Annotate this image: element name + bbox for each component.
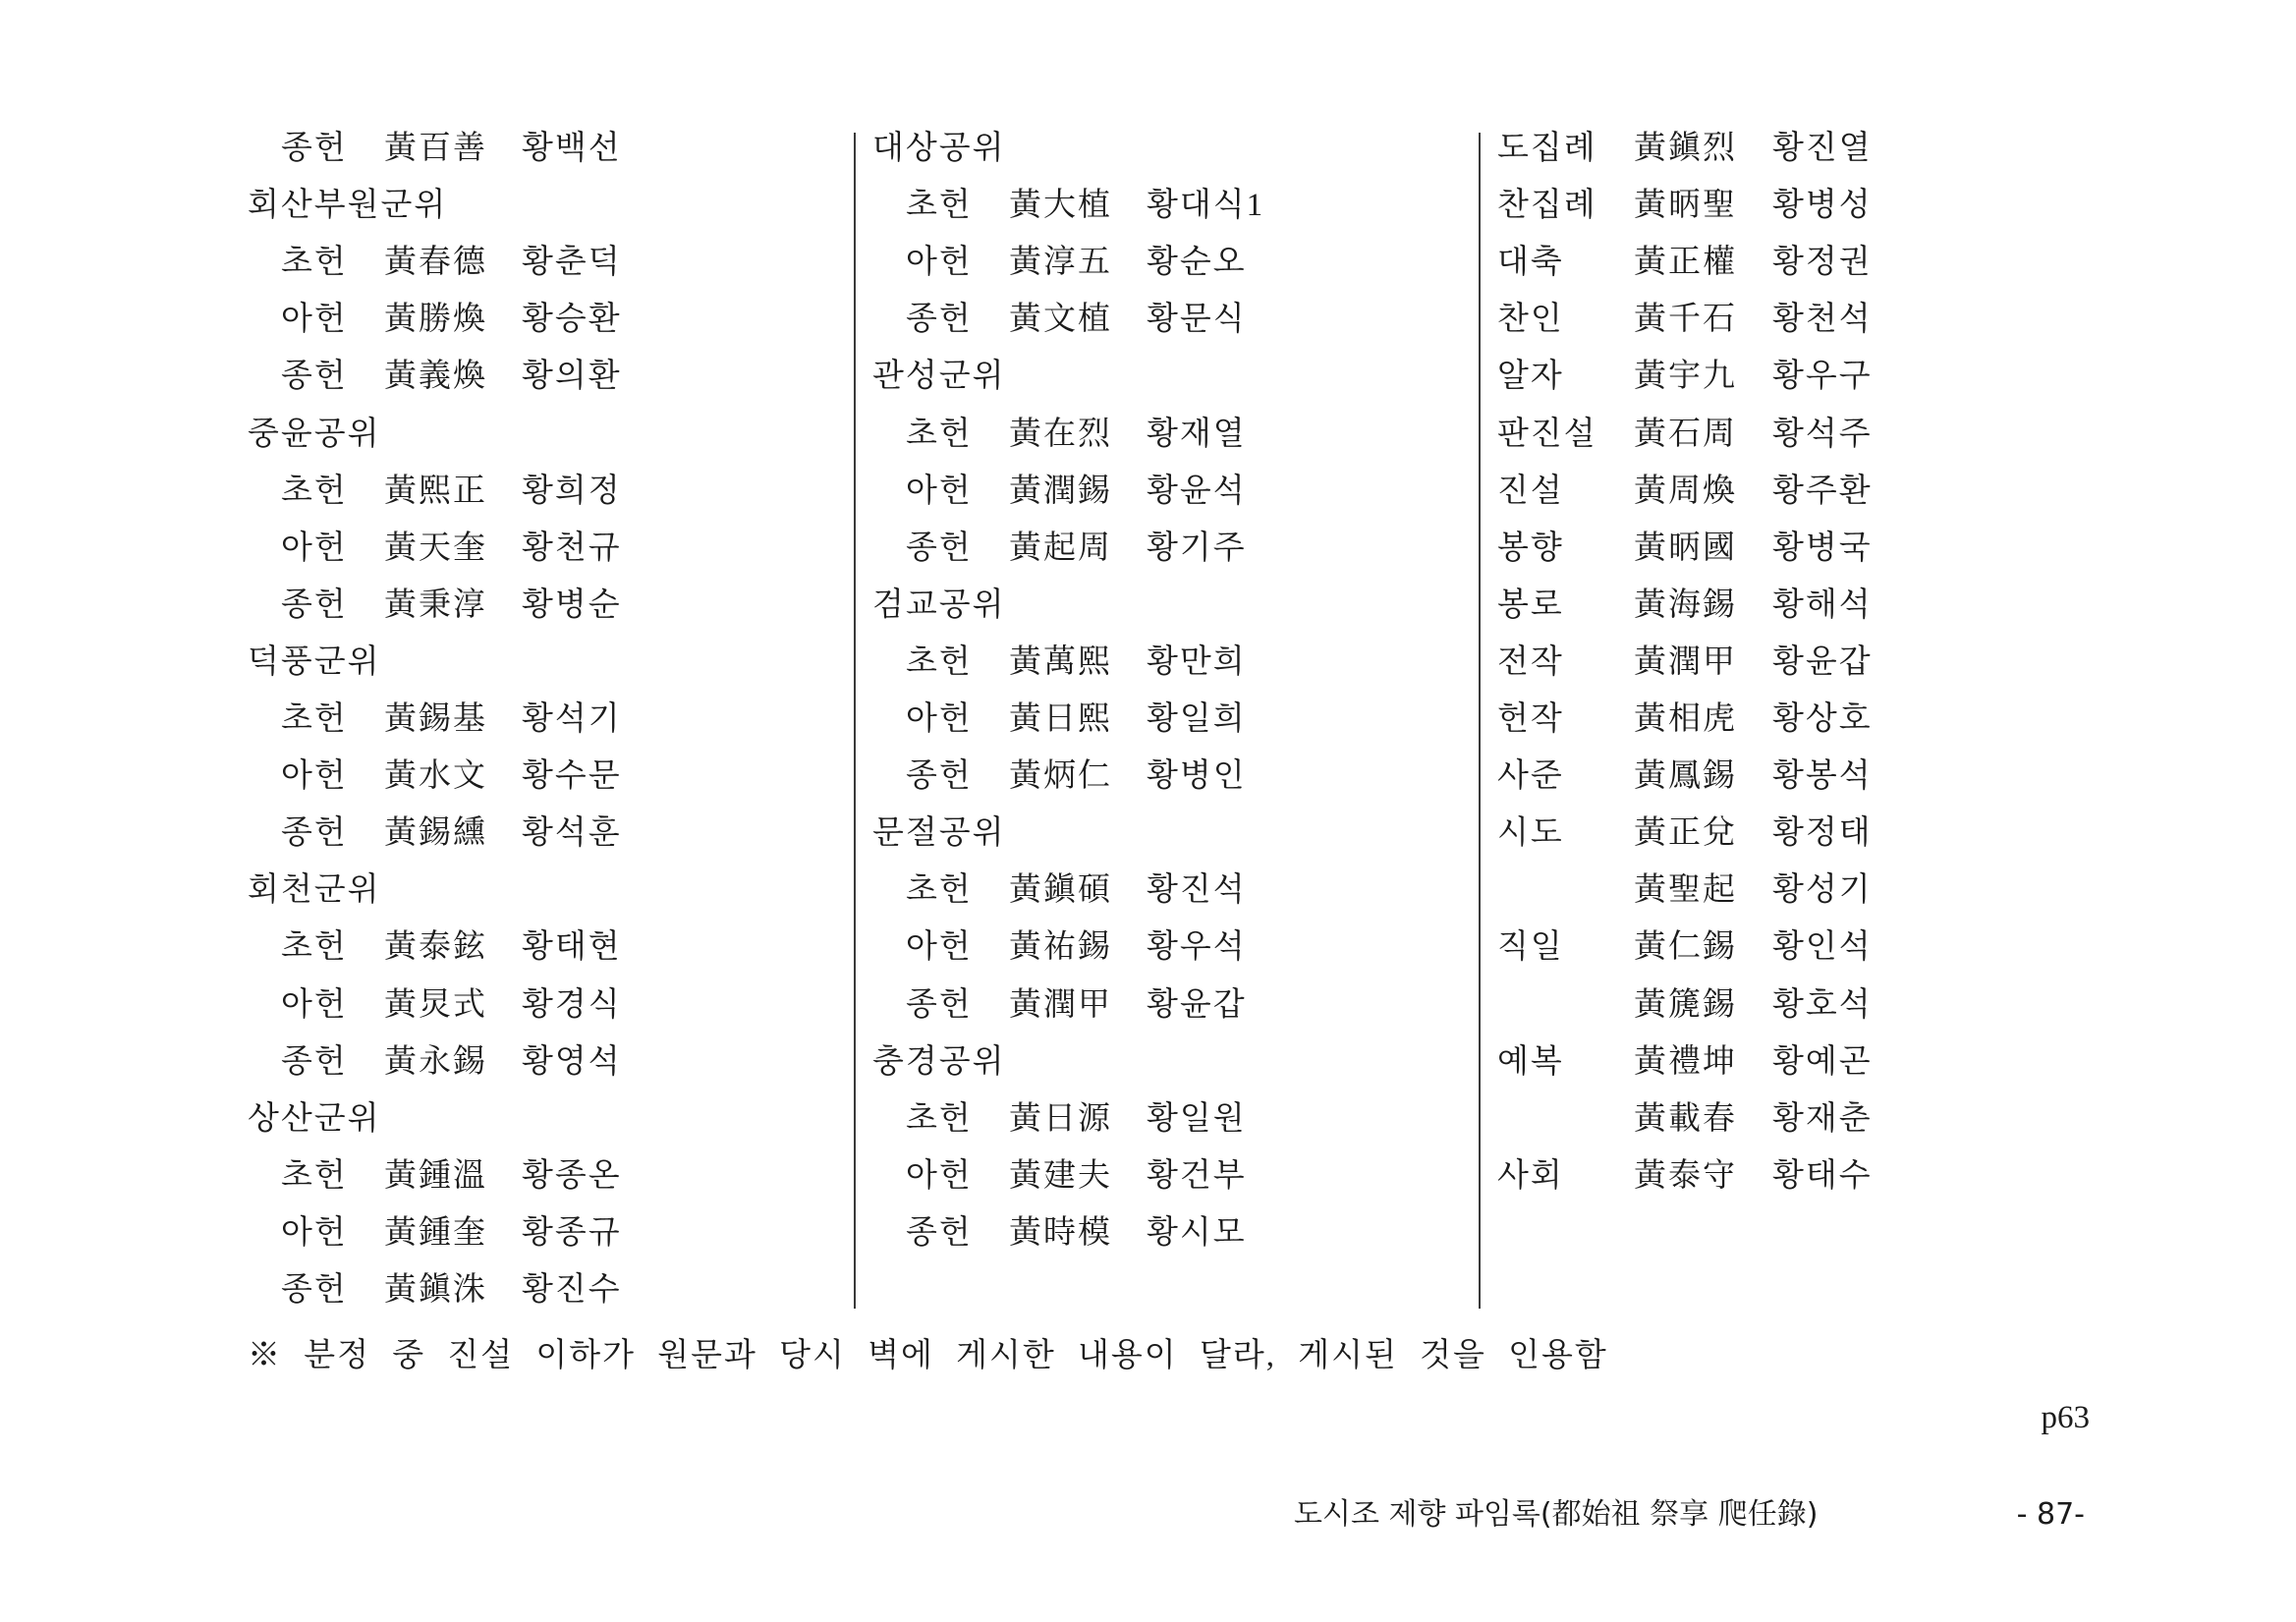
participant-row xyxy=(1497,348,2087,405)
role-label: 종헌 xyxy=(906,530,973,566)
name-hanja: 黃石周 xyxy=(1634,416,1737,452)
name-hanja: 黃義煥 xyxy=(384,359,487,395)
role-label: 초헌 xyxy=(281,245,348,281)
name-hanja: 黃熙正 xyxy=(384,473,487,509)
participant-row xyxy=(872,977,1462,1034)
name-hangul: 황진석 xyxy=(1147,872,1247,909)
name-hangul: 황정권 xyxy=(1772,245,1873,281)
participant-row xyxy=(1497,1034,2087,1091)
participant-row xyxy=(872,406,1462,463)
participant-row xyxy=(1497,748,2087,805)
name-hanja: 黃勝煥 xyxy=(384,302,487,338)
section-heading-text: 회산부원군위 xyxy=(248,188,448,224)
name-hangul: 황주환 xyxy=(1772,473,1873,509)
name-hanja: 黃海錫 xyxy=(1634,587,1737,623)
role-label: 종헌 xyxy=(281,1043,348,1080)
name-hanja: 黃正權 xyxy=(1634,245,1737,281)
name-hanja: 黃篪錫 xyxy=(1634,986,1737,1023)
name-hangul: 황재춘 xyxy=(1772,1100,1873,1137)
ceremony-section-heading xyxy=(248,177,837,234)
name-hanja: 黃潤錫 xyxy=(1009,473,1112,509)
name-hangul: 황해석 xyxy=(1772,587,1873,623)
ceremony-section-heading xyxy=(872,1034,1462,1091)
name-hangul: 황진수 xyxy=(522,1272,622,1308)
roster-column-right xyxy=(1497,120,2087,1328)
name-hanja: 黃鍾奎 xyxy=(384,1214,487,1251)
name-hangul: 황태수 xyxy=(1772,1157,1873,1194)
role-label: 종헌 xyxy=(281,587,348,623)
name-hanja: 黃起周 xyxy=(1009,530,1112,566)
name-hanja: 黃鎭碩 xyxy=(1009,872,1112,909)
name-hangul: 황승환 xyxy=(522,302,622,338)
role-label: 아헌 xyxy=(281,986,348,1023)
name-hangul: 황만희 xyxy=(1147,643,1247,680)
role-label: 초헌 xyxy=(281,701,348,737)
section-heading-text: 문절공위 xyxy=(872,815,1006,852)
role-label: 사준 xyxy=(1497,758,1564,795)
participant-row xyxy=(1497,520,2087,577)
name-hanja: 黃建夫 xyxy=(1009,1157,1112,1194)
name-hanja: 黃錫纁 xyxy=(384,815,487,852)
name-hangul: 황의환 xyxy=(522,359,622,395)
footnote: ※ 분정 중 진설 이하가 원문과 당시 벽에 게시한 내용이 달라, 게시된 것을 인용함 xyxy=(248,1338,1608,1373)
role-label: 종헌 xyxy=(906,758,973,795)
role-label: 아헌 xyxy=(906,1157,973,1194)
name-hangul: 황천석 xyxy=(1772,302,1873,338)
name-hanja: 黃炅式 xyxy=(384,986,487,1023)
participant-row xyxy=(1497,234,2087,291)
name-hangul: 황윤갑 xyxy=(1147,986,1247,1023)
name-hangul: 황석주 xyxy=(1772,416,1873,452)
ceremony-section-heading xyxy=(872,577,1462,634)
source-page-reference: p63 xyxy=(2041,1400,2090,1435)
name-hanja: 黃宇九 xyxy=(1634,359,1737,395)
participant-row xyxy=(1497,291,2087,348)
ceremony-section-heading xyxy=(872,120,1462,177)
column-divider xyxy=(854,133,856,1309)
name-hanja: 黃文植 xyxy=(1009,302,1112,338)
ceremony-section-heading xyxy=(248,1091,837,1147)
role-label: 아헌 xyxy=(906,245,973,281)
name-hangul: 황문식 xyxy=(1147,302,1247,338)
ceremony-section-heading xyxy=(872,805,1462,862)
role-label: 아헌 xyxy=(281,530,348,566)
name-hanja: 黃在烈 xyxy=(1009,416,1112,452)
role-label: 종헌 xyxy=(906,1214,973,1251)
participant-row xyxy=(248,120,837,177)
name-hangul: 황예곤 xyxy=(1772,1043,1873,1080)
participant-row xyxy=(1497,691,2087,748)
name-hangul: 황일희 xyxy=(1147,701,1247,737)
name-hanja: 黃泰鉉 xyxy=(384,929,487,966)
name-hangul: 황윤석 xyxy=(1147,473,1247,509)
name-hanja: 黃鍾溫 xyxy=(384,1157,487,1194)
role-label: 아헌 xyxy=(281,302,348,338)
participant-row xyxy=(872,177,1462,234)
ceremony-section-heading xyxy=(248,862,837,919)
participant-row xyxy=(872,634,1462,691)
name-hangul: 황춘덕 xyxy=(522,245,622,281)
name-hanja: 黃日熙 xyxy=(1009,701,1112,737)
section-heading-text: 검교공위 xyxy=(872,587,1006,623)
role-label: 초헌 xyxy=(906,643,973,680)
participant-row xyxy=(248,577,837,634)
role-label: 종헌 xyxy=(906,986,973,1023)
running-footer-title: 도시조 제향 파임록(都始祖 祭享 爬任錄) xyxy=(1294,1497,1819,1532)
name-hanja: 黃炳仁 xyxy=(1009,758,1112,795)
role-label: 판진설 xyxy=(1497,416,1597,452)
name-hangul: 황영석 xyxy=(522,1043,622,1080)
participant-row xyxy=(248,1204,837,1261)
role-label: 초헌 xyxy=(906,872,973,909)
name-hanja: 黃千石 xyxy=(1634,302,1737,338)
name-hanja: 黃淳五 xyxy=(1009,245,1112,281)
participant-row xyxy=(872,919,1462,976)
name-hangul: 황건부 xyxy=(1147,1157,1247,1194)
name-hanja: 黃鎭烈 xyxy=(1634,131,1737,166)
role-label: 대축 xyxy=(1497,245,1564,281)
name-hanja: 黃春德 xyxy=(384,245,487,281)
name-hangul: 황석훈 xyxy=(522,815,622,852)
name-hanja: 黃潤甲 xyxy=(1009,986,1112,1023)
name-hanja: 黃載春 xyxy=(1634,1100,1737,1137)
name-hangul: 황봉석 xyxy=(1772,758,1873,795)
role-label: 종헌 xyxy=(281,359,348,395)
role-label: 종헌 xyxy=(281,131,348,166)
participant-row xyxy=(1497,1091,2087,1147)
name-hanja: 黃昞國 xyxy=(1634,530,1737,566)
role-label: 초헌 xyxy=(906,416,973,452)
participant-row xyxy=(872,862,1462,919)
role-label: 아헌 xyxy=(906,473,973,509)
roster-column-left xyxy=(248,120,837,1328)
name-hangul: 황병성 xyxy=(1772,188,1873,224)
role-label: 아헌 xyxy=(281,1214,348,1251)
participant-row xyxy=(872,691,1462,748)
name-hangul: 황일원 xyxy=(1147,1100,1247,1137)
section-heading-text: 상산군위 xyxy=(248,1100,381,1137)
role-label: 아헌 xyxy=(906,929,973,966)
role-label: 종헌 xyxy=(281,815,348,852)
role-label: 종헌 xyxy=(906,302,973,338)
role-label: 직일 xyxy=(1497,929,1564,966)
name-hanja: 黃聖起 xyxy=(1634,872,1737,909)
name-hangul: 황병순 xyxy=(522,587,622,623)
section-heading-text: 중윤공위 xyxy=(248,416,381,452)
name-hanja: 黃祐錫 xyxy=(1009,929,1112,966)
name-hangul: 황시모 xyxy=(1147,1214,1247,1251)
role-label: 헌작 xyxy=(1497,701,1564,737)
participant-row xyxy=(248,748,837,805)
role-label: 시도 xyxy=(1497,815,1564,852)
participant-row xyxy=(248,1034,837,1091)
role-label: 초헌 xyxy=(906,188,973,224)
participant-row xyxy=(1497,1147,2087,1204)
participant-row xyxy=(872,1204,1462,1261)
name-hangul: 황병국 xyxy=(1772,530,1873,566)
participant-row xyxy=(1497,634,2087,691)
section-heading-text: 덕풍군위 xyxy=(248,643,381,680)
participant-row xyxy=(872,748,1462,805)
role-label: 찬인 xyxy=(1497,302,1564,338)
participant-row xyxy=(248,348,837,405)
section-heading-text: 대상공위 xyxy=(872,131,1006,166)
participant-row xyxy=(248,919,837,976)
name-hanja: 黃潤甲 xyxy=(1634,643,1737,680)
name-hangul: 황기주 xyxy=(1147,530,1247,566)
participant-row xyxy=(1497,120,2087,177)
name-hanja: 黃永錫 xyxy=(384,1043,487,1080)
name-hanja: 黃泰守 xyxy=(1634,1157,1737,1194)
ceremony-section-heading xyxy=(248,406,837,463)
name-hangul: 황백선 xyxy=(522,131,622,166)
role-label: 봉향 xyxy=(1497,530,1564,566)
name-hangul: 황수문 xyxy=(522,758,622,795)
participant-row xyxy=(248,1147,837,1204)
participant-row xyxy=(248,691,837,748)
name-hangul: 황재열 xyxy=(1147,416,1247,452)
name-hangul: 황정태 xyxy=(1772,815,1873,852)
participant-row xyxy=(872,1091,1462,1147)
role-label: 아헌 xyxy=(281,758,348,795)
name-hanja: 黃百善 xyxy=(384,131,487,166)
name-hanja: 黃水文 xyxy=(384,758,487,795)
name-hanja: 黃大植 xyxy=(1009,188,1112,224)
name-hangul: 황호석 xyxy=(1772,986,1873,1023)
name-hanja: 黃鎭洙 xyxy=(384,1272,487,1308)
section-heading-text: 충경공위 xyxy=(872,1043,1006,1080)
name-hangul: 황상호 xyxy=(1772,701,1873,737)
participant-row xyxy=(1497,463,2087,520)
participant-row xyxy=(1497,977,2087,1034)
role-label: 진설 xyxy=(1497,473,1564,509)
role-label: 초헌 xyxy=(281,1157,348,1194)
name-hanja: 黃天奎 xyxy=(384,530,487,566)
name-hangul: 황우구 xyxy=(1772,359,1873,395)
participant-row xyxy=(872,291,1462,348)
name-hangul: 황순오 xyxy=(1147,245,1247,281)
section-heading-text: 회천군위 xyxy=(248,872,381,909)
name-hanja: 黃仁錫 xyxy=(1634,929,1737,966)
name-hanja: 黃鳳錫 xyxy=(1634,758,1737,795)
name-hangul: 황종온 xyxy=(522,1157,622,1194)
participant-row xyxy=(1497,919,2087,976)
role-label: 봉로 xyxy=(1497,587,1564,623)
role-label: 초헌 xyxy=(906,1100,973,1137)
roster-column-middle xyxy=(872,120,1462,1328)
name-hanja: 黃相虎 xyxy=(1634,701,1737,737)
role-label: 초헌 xyxy=(281,929,348,966)
page-number: - 87- xyxy=(2016,1497,2085,1532)
section-heading-text: 관성군위 xyxy=(872,359,1006,395)
role-label: 전작 xyxy=(1497,643,1564,680)
name-hangul: 황인석 xyxy=(1772,929,1873,966)
role-label: 알자 xyxy=(1497,359,1564,395)
participant-row xyxy=(248,463,837,520)
participant-row xyxy=(1497,862,2087,919)
role-label: 예복 xyxy=(1497,1043,1564,1080)
name-hanja: 黃正兌 xyxy=(1634,815,1737,852)
name-hanja: 黃日源 xyxy=(1009,1100,1112,1137)
name-hangul: 황대식1 xyxy=(1147,188,1265,224)
ceremony-section-heading xyxy=(872,348,1462,405)
participant-row xyxy=(872,234,1462,291)
participant-row xyxy=(1497,406,2087,463)
name-hangul: 황희정 xyxy=(522,473,622,509)
name-hanja: 黃萬熙 xyxy=(1009,643,1112,680)
name-hangul: 황진열 xyxy=(1772,131,1873,166)
name-hanja: 黃周煥 xyxy=(1634,473,1737,509)
ceremony-section-heading xyxy=(248,634,837,691)
name-hangul: 황성기 xyxy=(1772,872,1873,909)
name-hanja: 黃禮坤 xyxy=(1634,1043,1737,1080)
role-label: 사회 xyxy=(1497,1157,1564,1194)
participant-row xyxy=(1497,577,2087,634)
participant-row xyxy=(872,520,1462,577)
name-hanja: 黃昞聖 xyxy=(1634,188,1737,224)
participant-row xyxy=(248,234,837,291)
role-label: 도집례 xyxy=(1497,131,1597,166)
column-divider xyxy=(1479,133,1481,1309)
role-label: 찬집례 xyxy=(1497,188,1597,224)
participant-row xyxy=(1497,177,2087,234)
name-hangul: 황경식 xyxy=(522,986,622,1023)
participant-row xyxy=(872,463,1462,520)
role-label: 초헌 xyxy=(281,473,348,509)
participant-row xyxy=(248,520,837,577)
name-hanja: 黃錫基 xyxy=(384,701,487,737)
name-hanja: 黃時模 xyxy=(1009,1214,1112,1251)
name-hanja: 黃秉淳 xyxy=(384,587,487,623)
role-label: 종헌 xyxy=(281,1272,348,1308)
participant-row xyxy=(248,977,837,1034)
name-hangul: 황천규 xyxy=(522,530,622,566)
participant-row xyxy=(872,1147,1462,1204)
participant-row xyxy=(248,805,837,862)
name-hangul: 황석기 xyxy=(522,701,622,737)
participant-row xyxy=(1497,805,2087,862)
name-hangul: 황병인 xyxy=(1147,758,1247,795)
participant-row xyxy=(248,291,837,348)
name-hangul: 황종규 xyxy=(522,1214,622,1251)
participant-row xyxy=(248,1261,837,1318)
name-hangul: 황우석 xyxy=(1147,929,1247,966)
name-hangul: 황태현 xyxy=(522,929,622,966)
name-hangul: 황윤갑 xyxy=(1772,643,1873,680)
role-label: 아헌 xyxy=(906,701,973,737)
